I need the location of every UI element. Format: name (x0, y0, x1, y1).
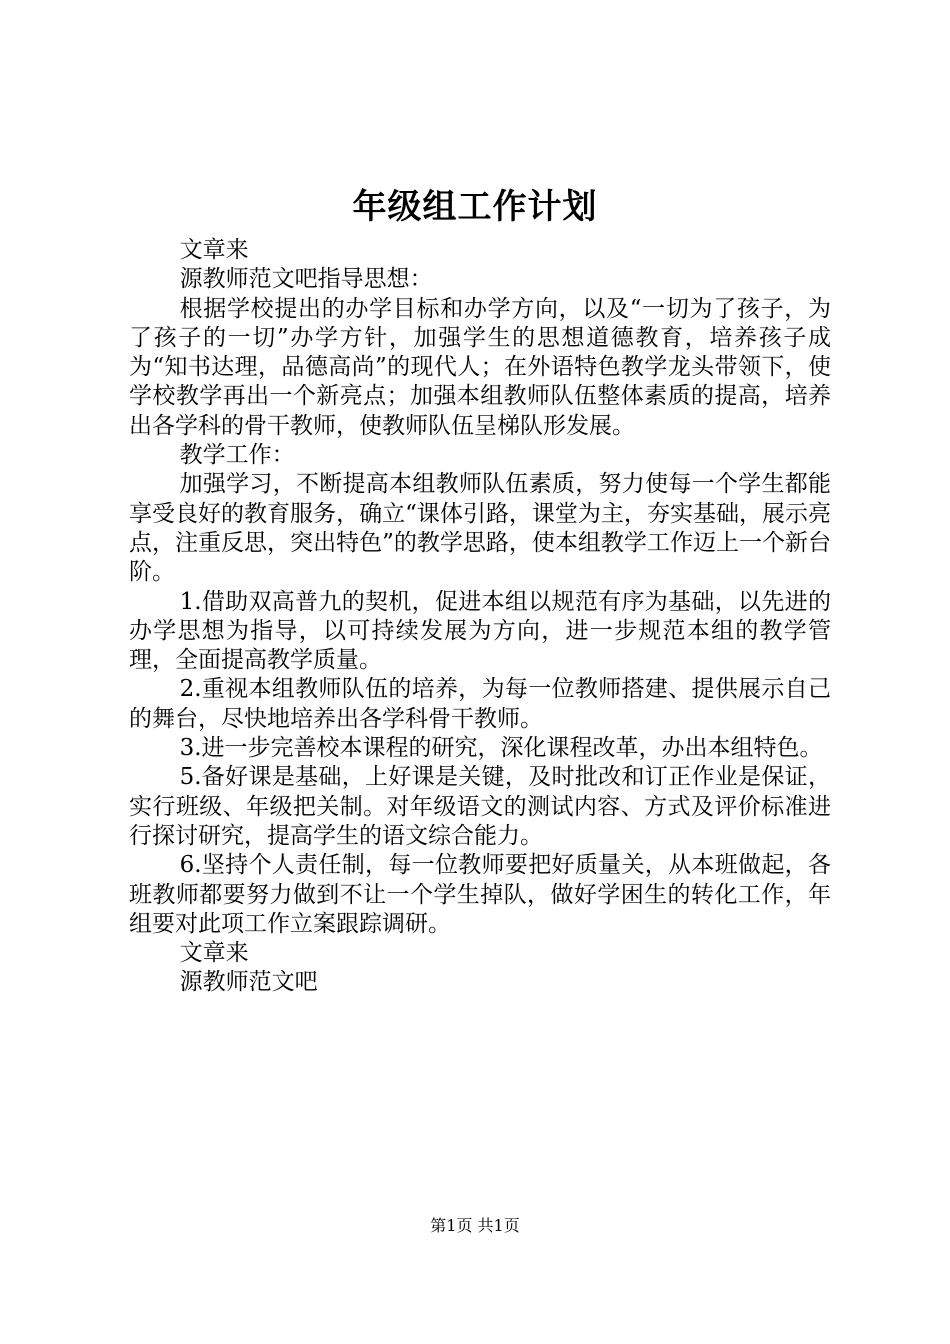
paragraph-source-line-1: 文章来 (179, 237, 249, 263)
page-footer: 第1页 共1页 (430, 1216, 520, 1235)
paragraph-item-5: 5.备好课是基础，上好课是关键，及时批改和订正作业是保证，实行班级、年级把关制。对年级语文的测试内容、方式及评价标准进行探讨研究，提高学生的语文综合能力。 (129, 764, 831, 849)
paragraph-item-3: 3.进一步完善校本课程的研究，深化课程改革，办出本组特色。 (179, 735, 823, 762)
paragraph-teaching-work-heading: 教学工作： (179, 442, 295, 469)
document-title: 年级组工作计划 (352, 187, 598, 227)
paragraph-item-2: 2.重视本组教师队伍的培养，为每一位教师搭建、提供展示自己的舞台，尽快地培养出各学科骨干教师。 (129, 676, 831, 732)
paragraph-guiding-thought: 根据学校提出的办学目标和办学方向，以及“一切为了孩子，为了孩子的一切”办学方针，加强学生的思想道德教育，培养孩子成为“知书达理，品德高尚”的现代人；在外语特色教学龙头带领下，使学校教学再出一个新亮点；加强本组教师队伍整体素质的提高，培养出各学科的骨干教师，使教师队伍呈梯队形发展。 (129, 295, 831, 439)
paragraph-source-line-2: 文章来 (179, 940, 249, 967)
paragraph-item-6: 6.坚持个人责任制，每一位教师要把好质量关，从本班做起，各班教师都要努力做到不让一个学生掉队，做好学困生的转化工作，年组要对此项工作立案跟踪调研。 (129, 852, 831, 937)
document-body (129, 236, 831, 998)
paragraph-guiding-thought-heading: 源教师范文吧指导思想： (179, 266, 433, 293)
paragraph-item-1: 1.借助双高普九的契机，促进本组以规范有序为基础，以先进的办学思想为指导，以可持续发展为方向，进一步规范本组的教学管理，全面提高教学质量。 (129, 588, 831, 674)
paragraph-teaching-work: 加强学习，不断提高本组教师队伍素质，努力使每一个学生都能享受良好的教育服务，确立“课体引路，课堂为主，夯实基础，展示亮点，注重反思，突出特色”的教学思路，使本组教学工作迈上一个新台阶。 (129, 471, 831, 586)
paragraph-source-line-3: 源教师范文吧 (179, 969, 318, 996)
